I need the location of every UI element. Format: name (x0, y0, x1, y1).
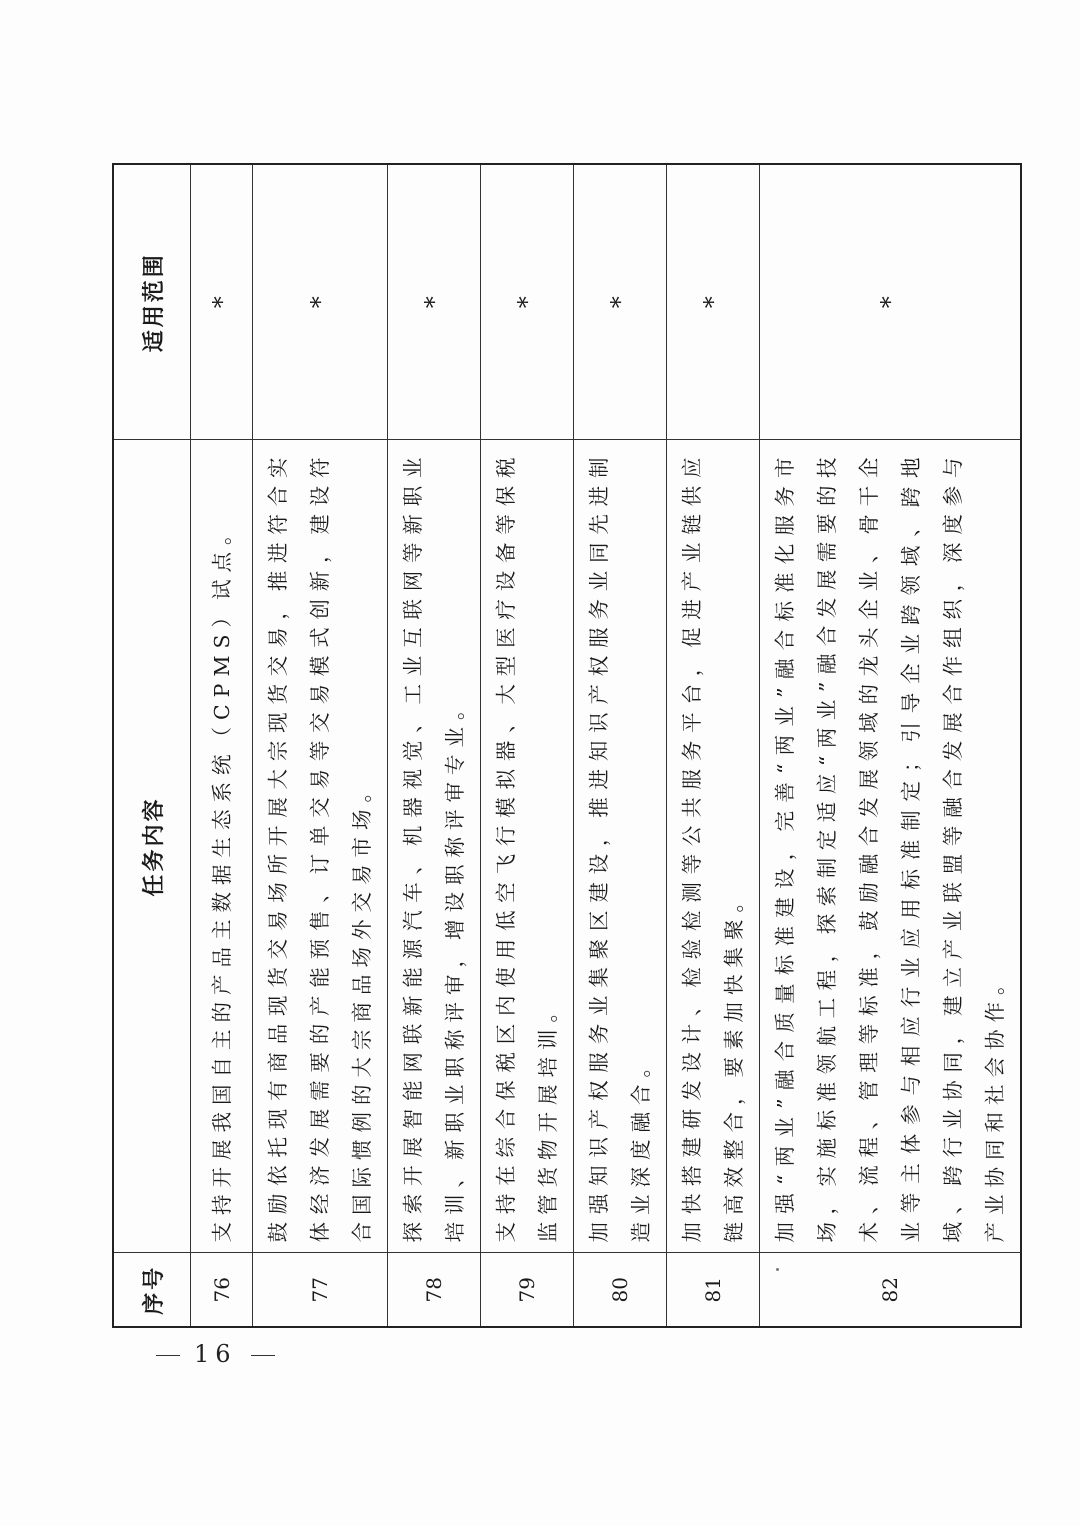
row-number: 82 (760, 1253, 1022, 1327)
scope-mark: * (574, 164, 667, 440)
scope-mark: * (481, 164, 574, 440)
table-row (253, 164, 388, 1327)
task-content: 加强知识产权服务业集聚区建设，推进知识产权服务业同先进制造业深度融合。 (574, 440, 667, 1253)
table-row (481, 164, 574, 1327)
row-number: 79 (481, 1253, 574, 1327)
row-number: 80 (574, 1253, 667, 1327)
scope-mark: * (667, 164, 760, 440)
table-row (191, 164, 253, 1327)
page-number: 16 (194, 1340, 237, 1368)
task-content: 支持在综合保税区内使用低空飞行模拟器、大型医疗设备等保税监管货物开展培训。 (481, 440, 574, 1253)
task-content: 鼓励依托现有商品现货交易场所开展大宗现货交易，推进符合实体经济发展需要的产能预售、订单交易等交易模式创新，建设符合国际惯例的大宗商品场外交易市场。 (253, 440, 388, 1253)
scope-mark: * (760, 164, 1022, 440)
scope-mark: * (253, 164, 388, 440)
footer-dash-right (251, 1355, 275, 1357)
table-row (388, 164, 481, 1327)
table-row (574, 164, 667, 1327)
header-content: 任务内容 (113, 440, 191, 1253)
task-content: 加快搭建研发设计、检验检测等公共服务平台，促进产业链供应链高效整合，要素加快集聚。 (667, 440, 760, 1253)
scan-speck (776, 1268, 779, 1271)
task-content: 探索开展智能网联新能源汽车、机器视觉、工业互联网等新职业培训、新职业职称评审，增设职称评审专业。 (388, 440, 481, 1253)
row-number: 81 (667, 1253, 760, 1327)
table-row (667, 164, 760, 1327)
table-header-row (113, 164, 191, 1327)
scope-mark: * (191, 164, 253, 440)
table-row (760, 164, 1022, 1327)
row-number: 78 (388, 1253, 481, 1327)
task-table (112, 163, 1022, 1328)
task-content: 支持开展我国自主的产品主数据生态系统（CPMS）试点。 (191, 440, 253, 1253)
header-scope: 适用范围 (113, 164, 191, 440)
scope-mark: * (388, 164, 481, 440)
footer-dash-left (156, 1355, 180, 1357)
rotated-table-wrapper (112, 163, 1007, 1328)
page-footer (142, 1340, 289, 1368)
task-content: 加强“两业”融合质量标准建设，完善“两业”融合标准化服务市场，实施标准领航工程，探索制定适应“两业”融合发展需要的技术、流程、管理等标准，鼓励融合发展领域的龙头企业、骨干企业等主体参与相应行业应用标准制定；引导企业跨领域、跨地域、跨行业协同，建立产业联盟等融合发展合作组织，深度参与产业协同和社会协作。 (760, 440, 1022, 1253)
row-number: 77 (253, 1253, 388, 1327)
header-no: 序号 (113, 1253, 191, 1327)
row-number: 76 (191, 1253, 253, 1327)
